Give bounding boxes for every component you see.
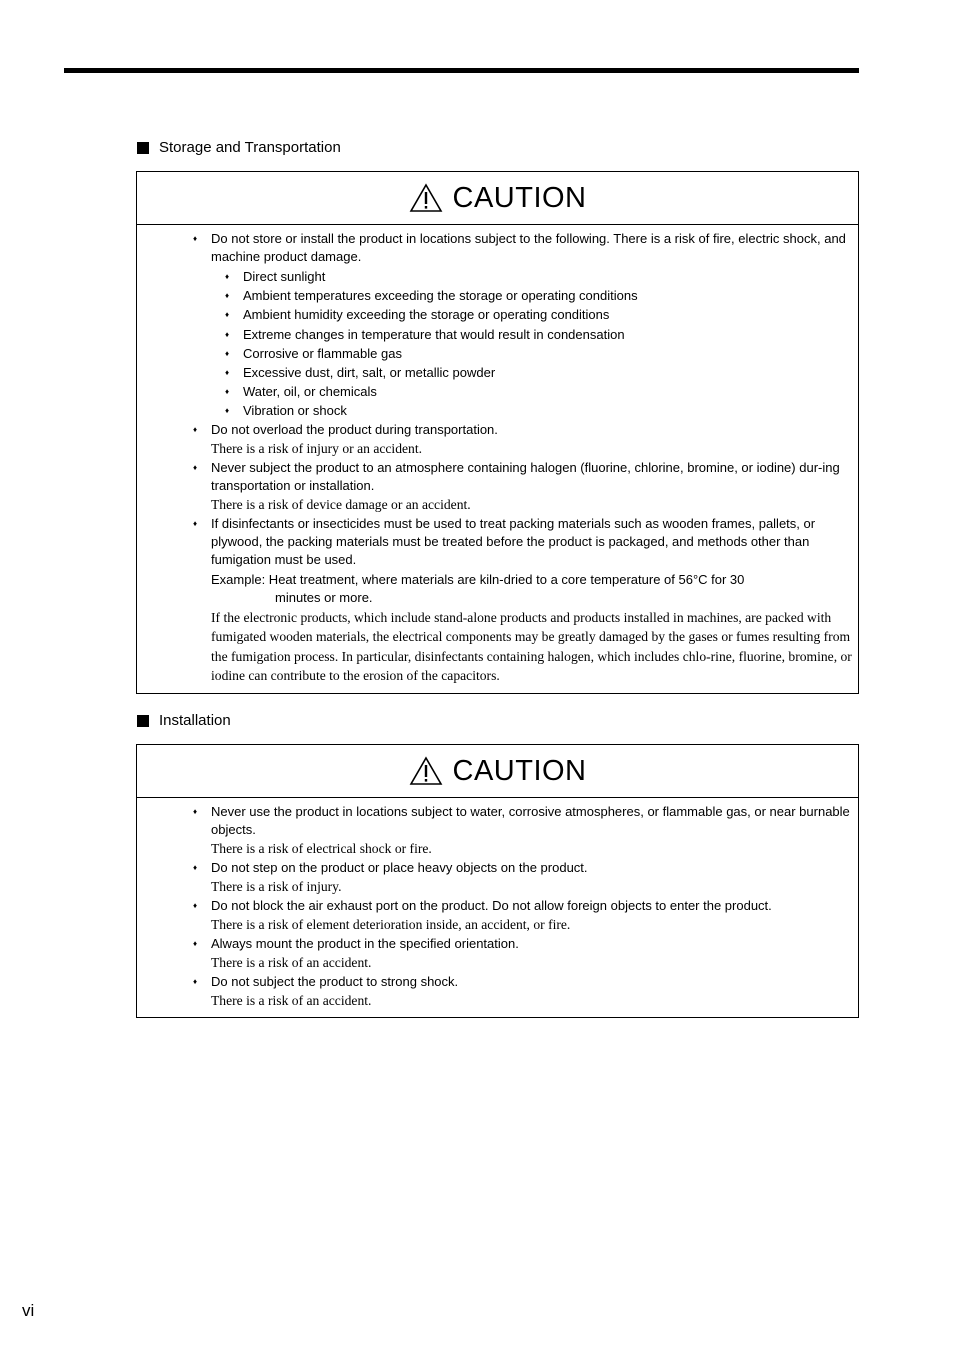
caution-title: CAUTION (452, 754, 587, 787)
caution-item-note: There is a risk of device damage or an accident. (211, 496, 471, 512)
caution-body (137, 225, 858, 693)
caution-item-text: ♦ Always mount the product in the specified orientation. (211, 936, 519, 951)
caution-item-text: ♦ Never subject the product to an atmosphere containing halogen (fluorine, chlorine, bromine, or iodine) dur-ing transportation or installation. (211, 459, 840, 493)
caution-item (191, 803, 852, 858)
sub-item: ♦ Water, oil, or chemicals (191, 382, 852, 401)
example-line: Example: Heat treatment, where materials are kiln-dried to a core temperature of 56°C for 30 (211, 571, 745, 587)
caution-item (191, 935, 852, 972)
page-number: vi (22, 1301, 35, 1320)
warning-triangle-icon (409, 183, 443, 213)
caution-item-text: ♦ If disinfectants or insecticides must be used to treat packing materials such as wooden frames, pallets, or plywood, the packing materials must be treated before the product is packaged, and methods other than fumigation must be used. (211, 515, 816, 567)
sub-item: ♦ Excessive dust, dirt, salt, or metallic powder (191, 363, 852, 382)
caution-item (191, 973, 852, 1010)
caution-item-text: ♦ Do not block the air exhaust port on the product. Do not allow foreign objects to enter the product. (211, 898, 772, 913)
caution-item-text: ♦ Do not store or install the product in locations subject to the following. There is a risk of fire, electric shock, and machine product damage. (211, 231, 846, 264)
caution-item-note: There is a risk of electrical shock or fire. (211, 841, 432, 856)
caution-box-installation (136, 744, 859, 1018)
caution-item-note: There is a risk of an accident. (211, 955, 372, 970)
caution-item (191, 230, 852, 266)
square-bullet-icon (137, 715, 149, 727)
caution-header (137, 172, 858, 225)
caution-box-storage (136, 171, 859, 694)
fumigation-paragraph: If the electronic products, which include stand-alone products and products installed in machines, are packed with fumigated wooden materials, the electrical components may be greatly damaged by the gases or fumes resulting from the fumigation process. In particular, disinfectants containing halogen, which includes chlo-rine, fluorine, bromine, or iodine can contribute to the erosion of the capacitors. (211, 609, 852, 684)
caution-item-note: There is a risk of injury or an accident. (211, 440, 423, 456)
caution-item (191, 859, 852, 896)
sub-item: ♦ Ambient humidity exceeding the storage or operating conditions (191, 305, 852, 324)
section-heading-installation (137, 712, 231, 730)
sub-item: ♦ Corrosive or flammable gas (191, 344, 852, 363)
section-heading-text: Installation (159, 712, 231, 729)
caution-header (137, 745, 858, 798)
caution-item-note: There is a risk of element deterioration inside, an accident, or fire. (211, 917, 571, 932)
sub-item: ♦ Vibration or shock (191, 401, 852, 420)
caution-item (191, 459, 852, 514)
caution-item (191, 515, 852, 686)
sub-item: ♦ Direct sunlight (191, 267, 852, 286)
top-rule (64, 68, 859, 73)
caution-item-text: ♦ Do not overload the product during transportation. (211, 421, 498, 437)
caution-body (137, 798, 858, 1017)
caution-item-note: There is a risk of an accident. (211, 993, 372, 1008)
warning-triangle-icon (409, 756, 443, 786)
caution-item (191, 897, 852, 934)
caution-item-text: ♦ Do not step on the product or place heavy objects on the product. (211, 860, 588, 875)
square-bullet-icon (137, 142, 149, 154)
sub-item: ♦ Extreme changes in temperature that would result in condensation (191, 325, 852, 344)
caution-item (191, 421, 852, 458)
section-heading-storage (137, 139, 341, 157)
caution-title: CAUTION (452, 181, 587, 214)
sub-item: ♦ Ambient temperatures exceeding the storage or operating conditions (191, 286, 852, 305)
example-text (211, 571, 852, 607)
caution-item-note: There is a risk of injury. (211, 879, 342, 894)
caution-item-text: ♦ Do not subject the product to strong shock. (211, 974, 459, 989)
section-heading-text: Storage and Transportation (159, 139, 341, 156)
example-line-cont: minutes or more. (275, 589, 373, 605)
caution-item-text: ♦ Never use the product in locations subject to water, corrosive atmospheres, or flammable gas, or near burnable objects. (211, 804, 850, 837)
